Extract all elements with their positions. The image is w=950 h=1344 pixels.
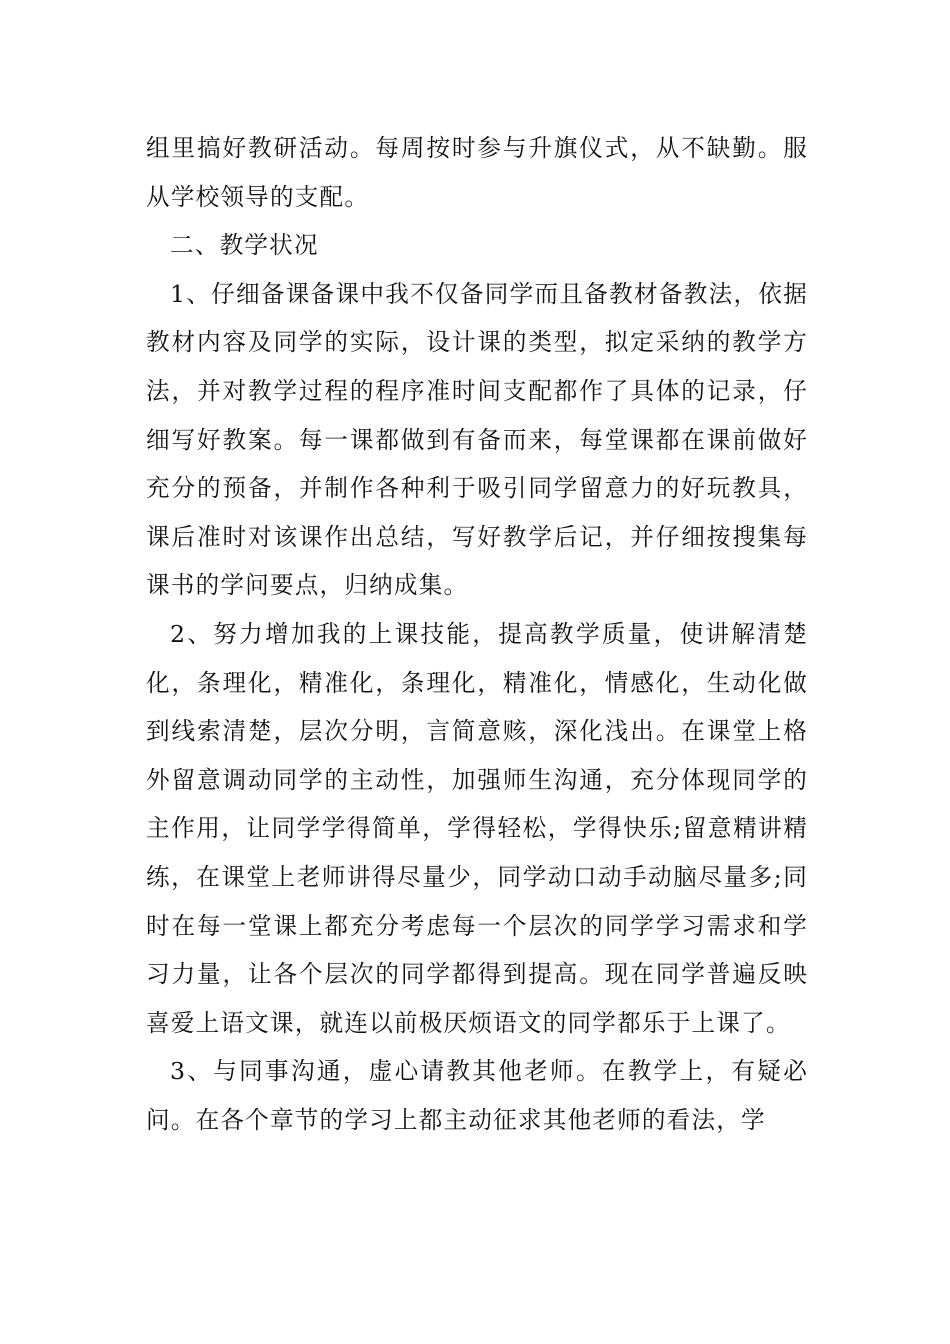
paragraph-item-1: 1、仔细备课备课中我不仅备同学而且备教材备教法，依据教材内容及同学的实际，设计课的类型，拟定采纳的教学方法，并对教学过程的程序准时间支配都作了具体的记录，仔细写好教案。每一课都做到有备而来，每堂课都在课前做好充分的预备，并制作各种利于吸引同学留意力的好玩教具，课后准时对该课作出总结，写好教学后记，并仔细按搜集每课书的学问要点，归纳成集。 xyxy=(146,279,808,600)
paragraph-item-2: 2、努力增加我的上课技能，提高教学质量，使讲解清楚化，条理化，精准化，条理化，精准化，情感化，生动化做到线索清楚，层次分明，言简意赅，深化浅出。在课堂上格外留意调动同学的主动性，加强师生沟通，充分体现同学的主作用，让同学学得简单，学得轻松，学得快乐;留意精讲精练，在课堂上老师讲得尽量少，同学动口动手动脑尽量多;同时在每一堂课上都充分考虑每一个层次的同学学习需求和学习力量，让各个层次的同学都得到提高。现在同学普遍反映喜爱上语文课，就连以前极厌烦语文的同学都乐于上课了。 xyxy=(146,619,808,1037)
paragraph-continuation: 组里搞好教研活动。每周按时参与升旗仪式，从不缺勤。服从学校领导的支配。 xyxy=(146,134,808,211)
section-heading-teaching: 二、教学状况 xyxy=(170,231,319,260)
document-body xyxy=(146,124,808,1144)
paragraph-item-3: 3、与同事沟通，虚心请教其他老师。在教学上，有疑必问。在各个章节的学习上都主动征求其他老师的看法，学 xyxy=(146,1057,808,1134)
